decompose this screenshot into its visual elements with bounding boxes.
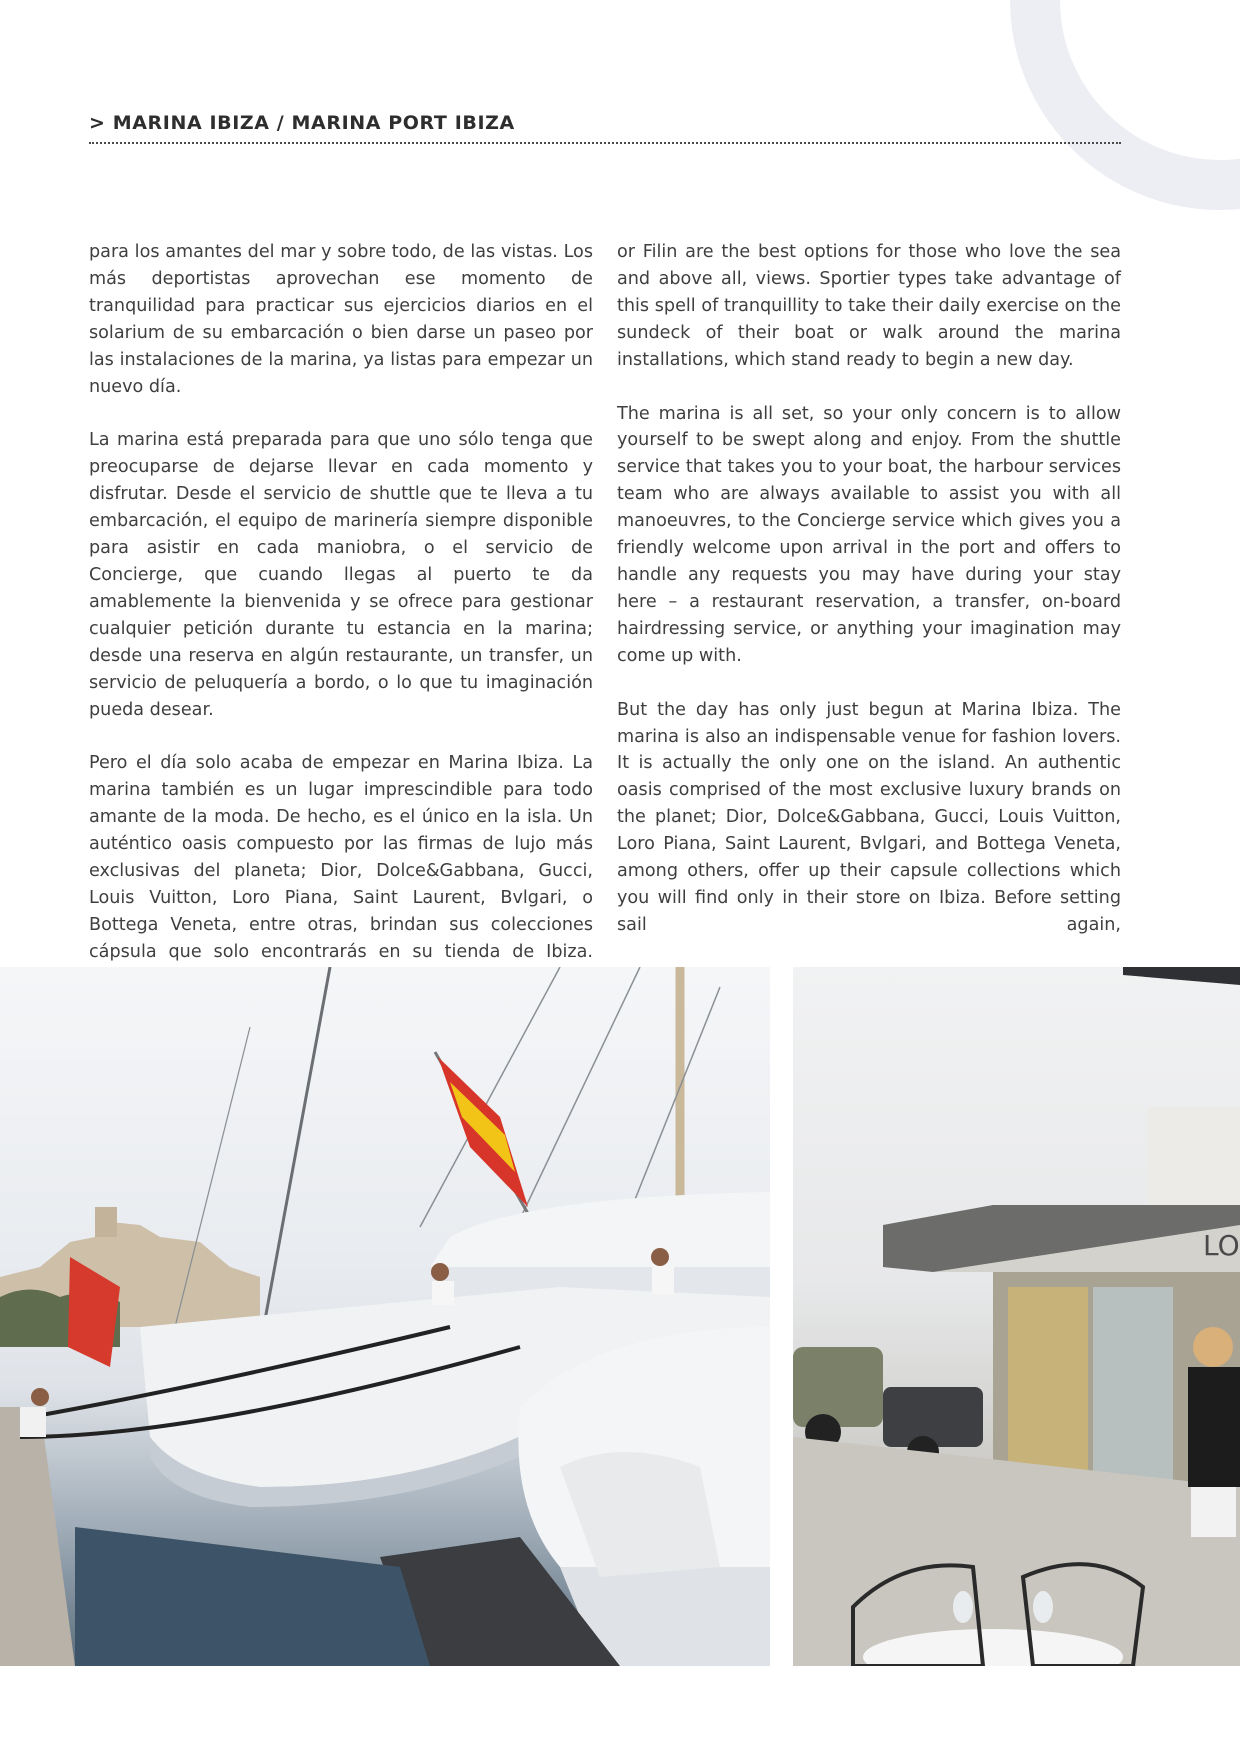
- store-illustration: [793, 967, 1240, 1666]
- breadcrumb: > MARINA IBIZA / MARINA PORT IBIZA: [89, 112, 515, 134]
- page-header: [89, 112, 1121, 144]
- decorative-arc: [1010, 0, 1240, 210]
- spanish-column: [89, 239, 593, 1020]
- english-paragraph-2: The marina is all set, so your only concern is to allow yourself to be swept along and enjoy. From the shuttle service that takes you to your boat, the harbour services team who are always available to assist you with all manoeuvres, to the Concierge service which gives you a friendly welcome upon arrival in the port and offers to handle any requests you may have during your stay here – a restaurant reservation, a transfer, on-board hairdressing service, or anything your imagination may come up with.: [617, 403, 1121, 666]
- store-photo: [793, 967, 1240, 1666]
- english-paragraph-3: But the day has only just begun at Marina Ibiza. The marina is also an indispensable venue for fashion lovers. It is actually the only one on the island. An authentic oasis comprised of the most exclusive luxury brands on the planet; Dior, Dolce&Gabbana, Gucci, Louis Vuitton, Loro Piana, Saint Laurent, Bvlgari, and Bottega Veneta, among others, offer up their capsule collections which you will find only in their store on Ibiza. Before setting sail again,: [617, 699, 1121, 935]
- store-sign: LO: [1203, 1229, 1240, 1262]
- english-paragraph-1: or Filin are the best options for those who love the sea and above all, views. Sportier types take advantage of this spell of tranquillity to take their daily exercise on the sundeck of their boat or walk around the marina installations, which stand ready to begin a new day.: [617, 242, 1121, 370]
- spanish-paragraph-3: Pero el día solo acaba de empezar en Marina Ibiza. La marina también es un lugar imprescindible para todo amante de la moda. De hecho, es el único en la isla. Un auténtico oasis compuesto por las firmas de lujo más exclusivas del planeta; Dior, Dolce&Gabbana, Gucci, Louis Vuitton, Loro Piana, Saint Laurent, Bvlgari, o Bottega Veneta, entre otras, brindan sus colecciones cápsula que solo encontrarás en su tienda de Ibiza.: [89, 753, 593, 962]
- spanish-paragraph-1: para los amantes del mar y sobre todo, de las vistas. Los más deportistas aprovechan ese momento de tranquilidad para practicar sus ejercicios diarios en el solarium de su embarcación o bien darse un paseo por las instalaciones de la marina, ya listas para empezar un nuevo día.: [89, 242, 593, 397]
- english-column: [617, 239, 1121, 966]
- header-dotted-rule: [89, 142, 1121, 144]
- yacht-photo: [0, 967, 770, 1666]
- yacht-illustration: [0, 967, 770, 1666]
- spanish-paragraph-2: La marina está preparada para que uno sólo tenga que preocuparse de dejarse llevar en cada momento y disfrutar. Desde el servicio de shuttle que te lleva a tu embarcación, el equipo de marinería siempre disponible para asistir en cada maniobra, o el servicio de Concierge, que cuando llegas al puerto te da amablemente la bienvenida y se ofrece para gestionar cualquier petición durante tu estancia en la marina; desde una reserva en algún restaurante, un transfer, un servicio de peluquería a bordo, o lo que tu imaginación pueda desear.: [89, 430, 593, 720]
